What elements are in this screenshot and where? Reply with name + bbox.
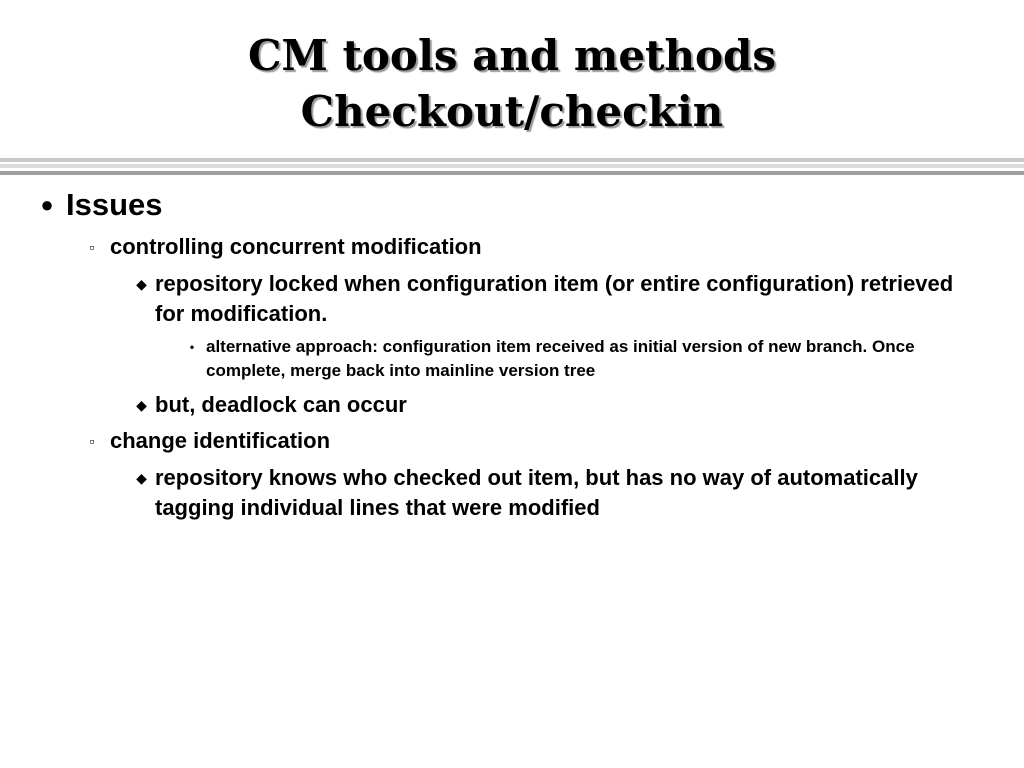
bullet-issues — [28, 186, 163, 224]
bullet-deadlock — [128, 390, 988, 420]
bullet-locked — [128, 269, 988, 329]
bullet-change-identification — [74, 426, 330, 456]
bullet-locked-text: repository locked when configuration item (or entire configuration) retrieved for modification. — [155, 271, 954, 326]
divider-rule-top — [0, 158, 1024, 162]
bullet-alternative — [178, 335, 998, 383]
round-bullet-icon: ● — [40, 192, 54, 217]
square-bullet-icon: ▫ — [89, 239, 95, 255]
square-bullet-icon: ▫ — [89, 433, 95, 449]
divider-rule-bottom — [0, 171, 1024, 175]
bullet-concurrent-text: controlling concurrent modification — [110, 234, 482, 259]
bullet-concurrent — [74, 232, 482, 262]
bullet-alternative-text: alternative approach: configuration item received as initial version of new branch. Once complete, merge back into mainline version tree — [206, 337, 915, 380]
bullet-issues-text: Issues — [66, 187, 163, 222]
diamond-bullet-icon: ◆ — [136, 276, 147, 292]
bullet-knows-text: repository knows who checked out item, but has no way of automatically tagging individual lines that were modified — [155, 465, 918, 520]
bullet-deadlock-text: but, deadlock can occur — [155, 392, 407, 417]
title-line-1: CM tools and methods — [247, 31, 777, 80]
divider-rule-middle — [0, 164, 1024, 168]
dot-bullet-icon: • — [189, 340, 195, 354]
bullet-change-identification-text: change identification — [110, 428, 331, 453]
slide-title — [0, 28, 1024, 140]
diamond-bullet-icon: ◆ — [136, 397, 147, 413]
bullet-knows — [128, 463, 988, 523]
title-line-2: Checkout/checkin — [300, 87, 724, 136]
diamond-bullet-icon: ◆ — [136, 470, 147, 486]
